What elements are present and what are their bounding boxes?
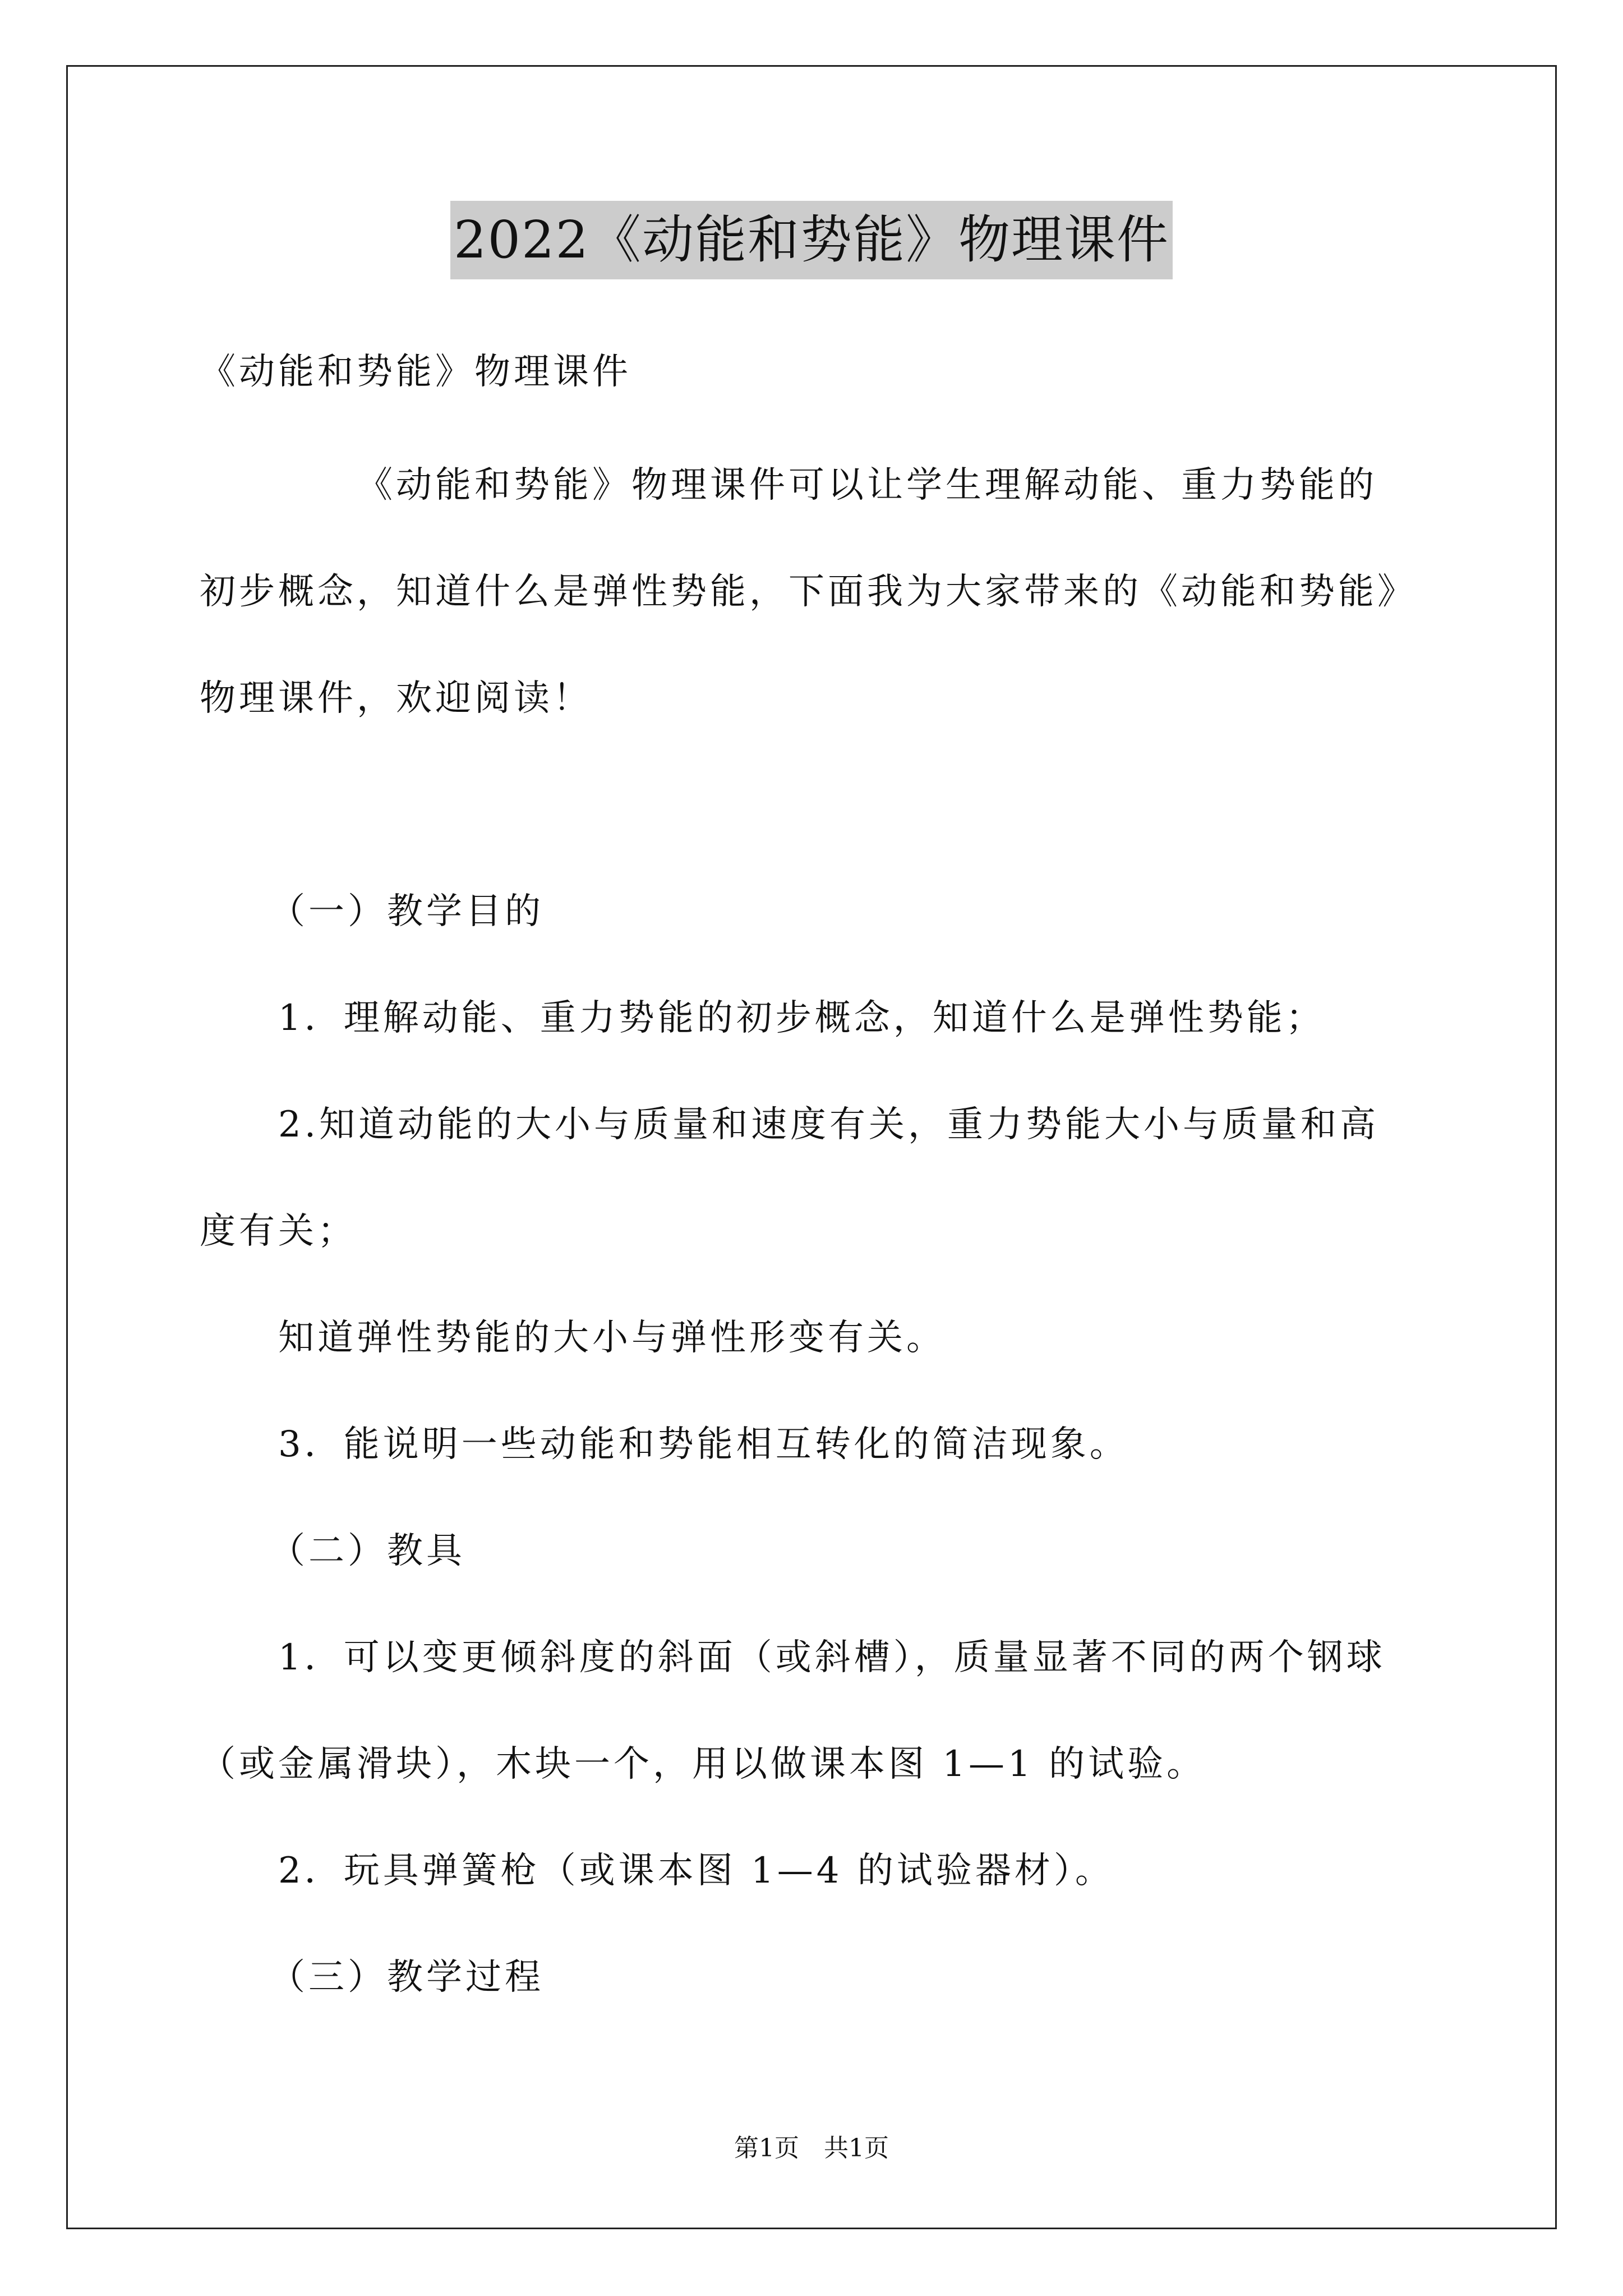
intro-line-2: 初步概念，知道什么是弹性势能，下面我为大家带来的《动能和势能》: [200, 571, 1417, 613]
objective-item-1: 1．理解动能、重力势能的初步概念，知道什么是弹性势能；: [278, 997, 1325, 1039]
teaching-aid-item-1-continued: （或金属滑块），木块一个，用以做课本图 1—1 的试验。: [200, 1743, 1206, 1785]
section-heading-objectives: （一）教学目的: [269, 891, 544, 932]
objective-item-2: 2.知道动能的大小与质量和速度有关，重力势能大小与质量和高: [278, 1104, 1380, 1145]
page-number-footer: 第1页 共1页: [734, 2134, 889, 2162]
objective-item-3: 3．能说明一些动能和势能相互转化的简洁现象。: [278, 1424, 1129, 1465]
objective-item-elastic: 知道弹性势能的大小与弹性形变有关。: [278, 1317, 946, 1359]
title-container: [0, 201, 1623, 279]
teaching-aid-item-2: 2．玩具弹簧枪（或课本图 1—4 的试验器材）。: [278, 1850, 1114, 1892]
section-heading-teaching-aids: （二）教具: [269, 1530, 465, 1572]
teaching-aid-item-1: 1．可以变更倾斜度的斜面（或斜槽），质量显著不同的两个钢球: [278, 1637, 1386, 1678]
document-title: 2022《动能和势能》物理课件: [450, 201, 1173, 279]
objective-item-2-continued: 度有关；: [200, 1211, 357, 1252]
intro-line-3: 物理课件，欢迎阅读！: [200, 678, 592, 719]
document-subtitle: 《动能和势能》物理课件: [200, 351, 631, 393]
section-heading-process: （三）教学过程: [269, 1957, 544, 1998]
intro-line-1: 《动能和势能》物理课件可以让学生理解动能、重力势能的: [357, 464, 1377, 506]
